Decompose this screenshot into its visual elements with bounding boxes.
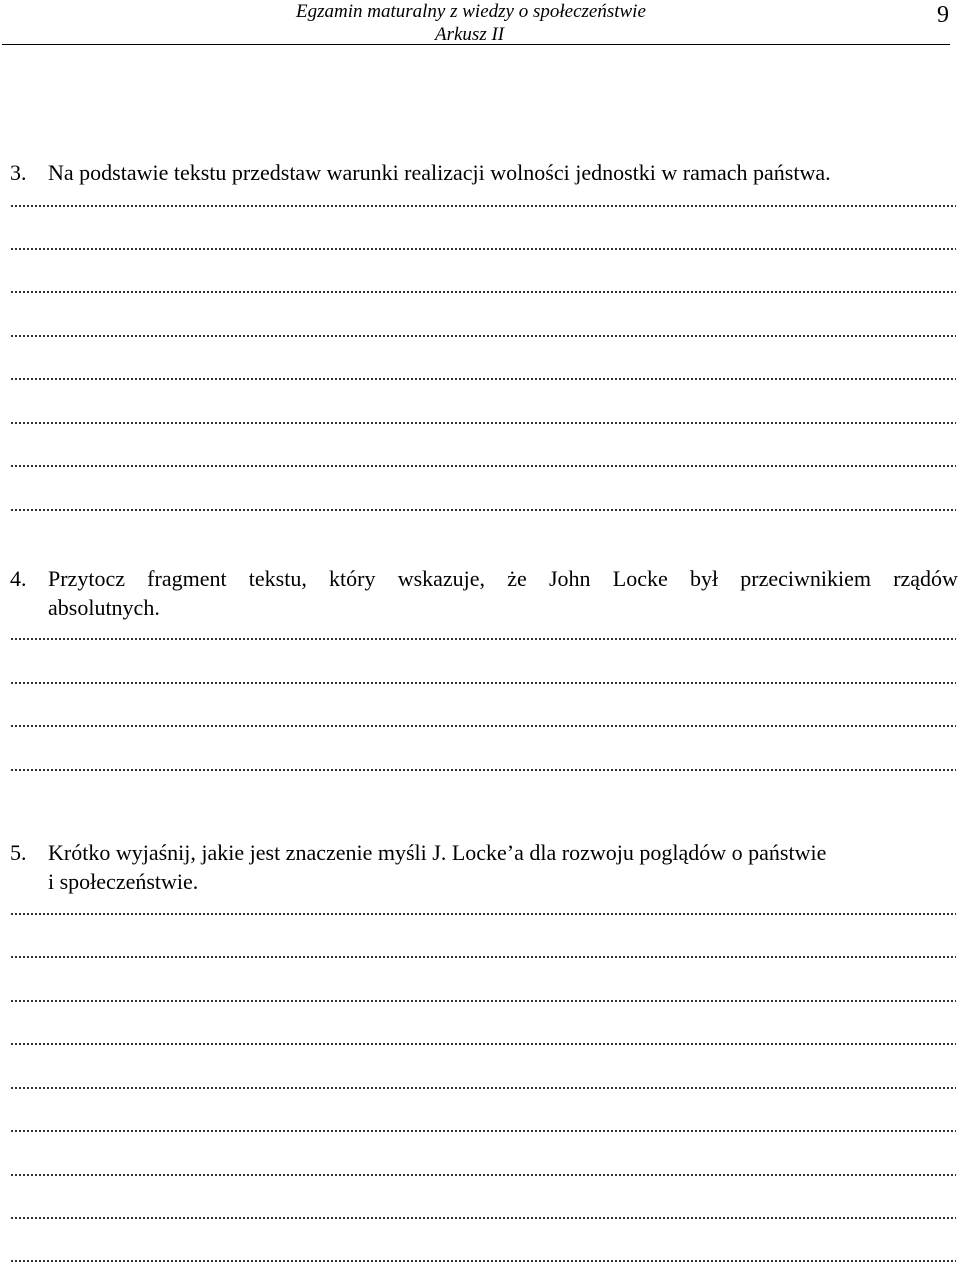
answer-line[interactable]	[10, 1259, 956, 1263]
answer-line[interactable]	[10, 1173, 956, 1177]
question-text: Krótko wyjaśnij, jakie jest znaczenie myśli J. Locke’a dla rozwoju poglądów o państwie	[48, 840, 827, 865]
answer-line[interactable]	[10, 247, 956, 251]
answer-line[interactable]	[10, 724, 956, 728]
header-divider	[2, 44, 950, 45]
answer-line[interactable]	[10, 768, 956, 772]
answer-line[interactable]	[10, 334, 956, 338]
answer-line[interactable]	[10, 508, 956, 512]
question-text: Na podstawie tekstu przedstaw warunki realizacji wolności jednostki w ramach państwa.	[48, 160, 831, 185]
answer-line[interactable]	[10, 1216, 956, 1220]
answer-line[interactable]	[10, 681, 956, 685]
answer-line[interactable]	[10, 637, 956, 641]
answer-line[interactable]	[10, 999, 956, 1003]
answer-line[interactable]	[10, 421, 956, 425]
answer-line[interactable]	[10, 204, 956, 208]
question-3	[10, 159, 831, 187]
answer-line[interactable]	[10, 377, 956, 381]
exam-sheet-label: Arkusz II	[435, 24, 505, 45]
question-4	[10, 565, 958, 593]
answer-line[interactable]	[10, 290, 956, 294]
question-number: 4.	[10, 566, 27, 591]
answer-line[interactable]	[10, 1086, 956, 1090]
answer-line[interactable]	[10, 912, 956, 916]
answer-line[interactable]	[10, 464, 956, 468]
question-text: Przytocz fragment tekstu, który wskazuje, że John Locke był przeciwnikiem rządów	[48, 566, 958, 591]
question-text-continued: i społeczeństwie.	[48, 869, 199, 894]
question-number: 3.	[10, 160, 27, 185]
page-header	[0, 0, 960, 46]
question-number: 5.	[10, 840, 27, 865]
answer-line[interactable]	[10, 1042, 956, 1046]
question-text-continued: absolutnych.	[48, 595, 160, 620]
answer-line[interactable]	[10, 1129, 956, 1133]
exam-title: Egzamin maturalny z wiedzy o społeczeństwie	[296, 1, 646, 22]
page-number: 9	[937, 2, 949, 28]
answer-line[interactable]	[10, 955, 956, 959]
question-5	[10, 839, 826, 867]
